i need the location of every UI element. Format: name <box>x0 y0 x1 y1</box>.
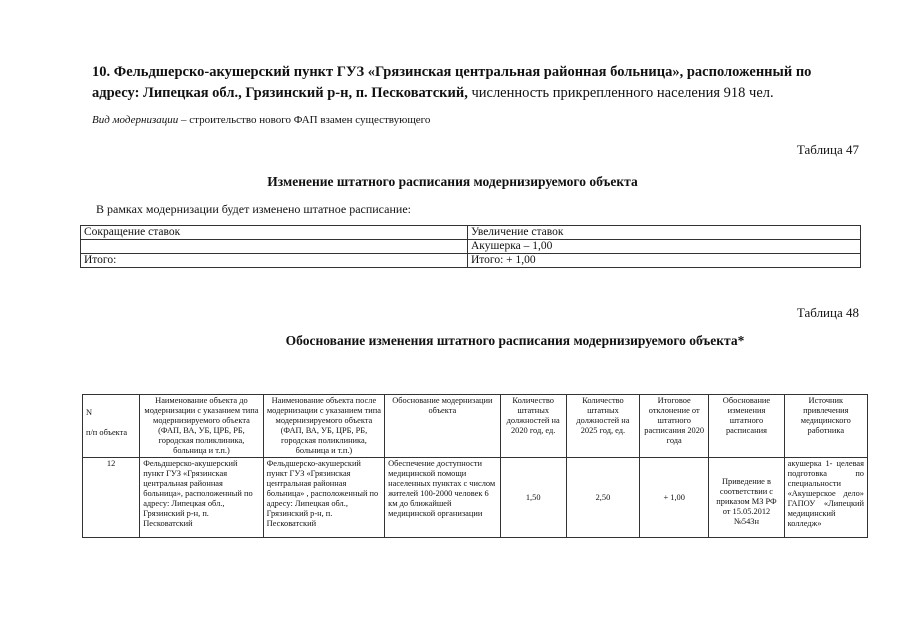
cell-justification: Приведение в соответствии с приказом МЗ РФ от 15.05.2012 №543н <box>709 458 784 538</box>
modernization-type <box>92 114 430 126</box>
table-row <box>81 226 861 240</box>
header-source: Источник привлечения медицинского работника <box>784 395 867 458</box>
table-47-label: Таблица 47 <box>796 142 859 157</box>
cell-reason: Обеспечение доступности медицинской помощи населенных пунктах с числом жителей 100-2000 человек 6 км до ближайшей медицинской организации <box>385 458 500 538</box>
section-heading-population: численность прикрепленного населения 918 чел. <box>467 85 774 101</box>
modernization-text: – строительство нового ФАП взамен существующего <box>178 114 431 126</box>
table-cell: Сокращение ставок <box>81 226 468 240</box>
table-cell <box>81 240 468 254</box>
modernization-label: Вид модернизации <box>92 114 179 126</box>
header-deviation: Итоговое отклонение от штатного расписания 2020 года <box>640 395 709 458</box>
header-count-2025: Количество штатных должностей на 2025 год, ед. <box>566 395 639 458</box>
cell-source: акушерка 1- целевая подготовка по специальности «Акушерское дело» ГАПОУ «Липецкий медицинский колледж» <box>784 458 867 538</box>
table-47-title: Изменение штатного расписания модернизируемого объекта <box>267 174 638 189</box>
table-row <box>81 254 861 268</box>
header-count-2020: Количество штатных должностей на 2020 год, ед. <box>500 395 566 458</box>
table-47-intro: В рамках модернизации будет изменено штатное расписание: <box>96 202 411 216</box>
table-48-title: Обоснование изменения штатного расписания модернизируемого объекта* <box>285 333 745 348</box>
section-heading-bold: 10. Фельдшерско-акушерский пункт ГУЗ «Грязинская центральная районная больница», расположенный по адресу: Липецкая обл., Грязинский р-н, п. Песковатский, <box>92 64 812 101</box>
header-reason: Обоснование модернизации объекта <box>385 395 500 458</box>
cell-count-2020: 1,50 <box>500 458 566 538</box>
table-header-row <box>83 395 868 458</box>
header-justification: Обоснование изменения штатного расписания <box>709 395 784 458</box>
header-number-text: N п/п объекта <box>86 408 128 437</box>
header-after: Наименование объекта после модернизации с указанием типа модернизируемого объекта (ФАП, ВА, УБ, ЦРБ, РБ, городская поликлиника, больница и т.п.) <box>263 395 384 458</box>
table-48-label: Таблица 48 <box>796 305 859 320</box>
cell-count-2025: 2,50 <box>566 458 639 538</box>
cell-number: 12 <box>83 458 140 538</box>
table-cell: Увеличение ставок <box>468 226 861 240</box>
table-cell: Итого: <box>81 254 468 268</box>
header-number <box>83 395 140 458</box>
justification-table <box>82 394 868 538</box>
table-row <box>83 458 868 538</box>
cell-before: Фельдшерско-акушерский пункт ГУЗ «Грязинская центральная районная больница», расположенный по адресу: Липецкая обл., Грязинский р-н, п. Песковатский <box>140 458 263 538</box>
table-cell: Итого: + 1,00 <box>468 254 861 268</box>
table-row <box>81 240 861 254</box>
header-before: Наименование объекта до модернизации с указанием типа модернизируемого объекта (ФАП, ВА, УБ, ЦРБ, РБ, городская поликлиника, больница и т.п.) <box>140 395 263 458</box>
table-cell: Акушерка – 1,00 <box>468 240 861 254</box>
section-heading <box>92 62 852 104</box>
cell-after: Фельдшерско-акушерский пункт ГУЗ «Грязинская центральная районная больница» , расположенный по адресу: Липецкая обл., Грязинский р-н, п. Песковатский <box>263 458 384 538</box>
staffing-change-table <box>80 225 861 268</box>
cell-deviation: + 1,00 <box>640 458 709 538</box>
